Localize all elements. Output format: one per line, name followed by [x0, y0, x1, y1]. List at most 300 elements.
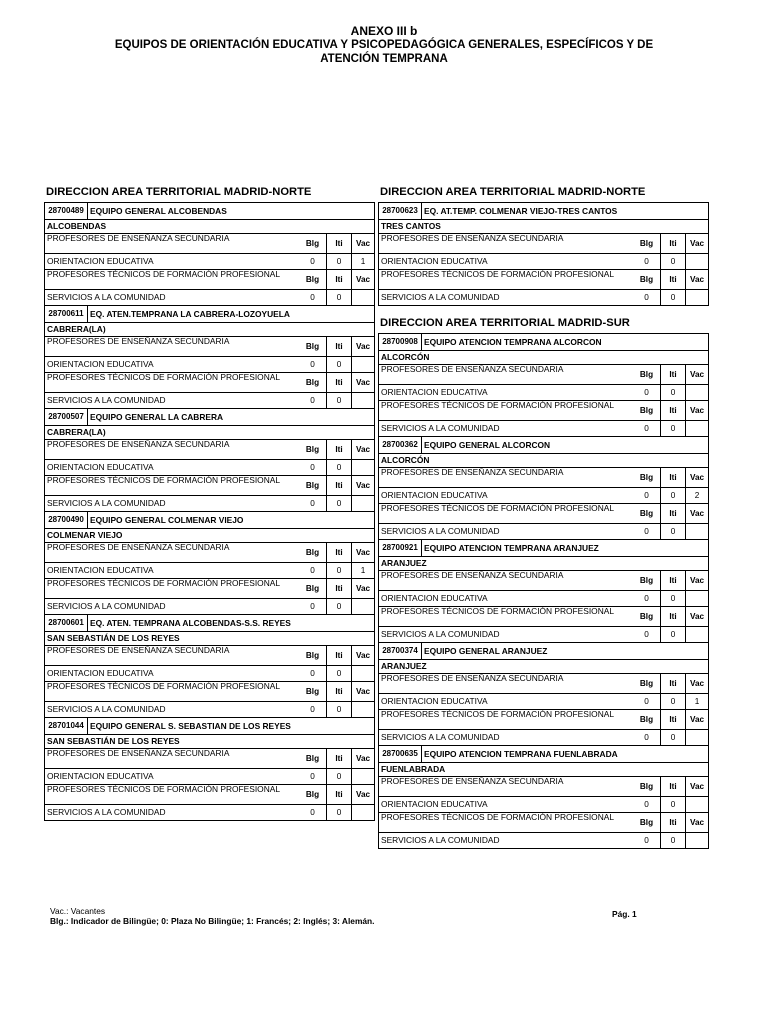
team-block [378, 643, 709, 746]
vac-header: Vac [351, 579, 374, 598]
blg-header: Blg [305, 481, 320, 490]
iti-value: 0 [660, 290, 685, 305]
item-label: SERVICIOS A LA COMUNIDAD [381, 292, 500, 302]
category-row [45, 372, 374, 392]
legend-bilingue: Blg.: Indicador de Bilingüe; 0: Plaza No Bilingüe; 1: Francés; 2: Inglés; 3: Alemán. [50, 916, 375, 926]
item-label: SERVICIOS A LA COMUNIDAD [381, 732, 500, 742]
category-label: PROFESORES DE ENSEÑANZA SECUNDARIA [381, 570, 564, 580]
item-row [379, 487, 708, 503]
blg-header: Blg [305, 754, 320, 763]
vac-header: Vac [351, 440, 374, 459]
team-name: EQUIPO GENERAL ALCOBENDAS [90, 206, 227, 216]
vac-value: 1 [351, 254, 374, 269]
vac-header: Vac [351, 270, 374, 289]
category-row [379, 269, 708, 289]
blg-header: Blg [639, 679, 654, 688]
item-row [45, 459, 374, 475]
vac-value [685, 290, 708, 305]
team-header [379, 437, 708, 453]
team-location: ARANJUEZ [379, 556, 708, 570]
item-row [379, 626, 708, 642]
category-label: PROFESORES DE ENSEÑANZA SECUNDARIA [381, 233, 564, 243]
team-header [379, 203, 708, 219]
team-header [379, 746, 708, 762]
iti-header: Iti [660, 365, 685, 384]
category-row [45, 542, 374, 562]
page-number: Pág. 1 [612, 909, 637, 919]
item-label: SERVICIOS A LA COMUNIDAD [47, 704, 166, 714]
vac-header: Vac [685, 607, 708, 626]
team-block [44, 306, 375, 409]
item-label: ORIENTACION EDUCATIVA [47, 668, 154, 678]
category-row [45, 784, 374, 804]
iti-value: 0 [660, 254, 685, 269]
category-label: PROFESORES DE ENSEÑANZA SECUNDARIA [47, 748, 230, 758]
item-label: ORIENTACION EDUCATIVA [47, 462, 154, 472]
blg-value: 0 [644, 388, 649, 397]
blg-value: 0 [310, 293, 315, 302]
item-row [45, 495, 374, 511]
item-row [45, 356, 374, 372]
team-location: ALCORCÓN [379, 453, 708, 467]
category-label: PROFESORES TÉCNICOS DE FORMACIÓN PROFESIONAL [381, 709, 614, 719]
iti-header: Iti [660, 468, 685, 487]
team-name: EQUIPO ATENCION TEMPRANA ARANJUEZ [424, 543, 599, 553]
iti-value: 0 [326, 254, 351, 269]
vac-header: Vac [351, 682, 374, 701]
vac-header: Vac [351, 337, 374, 356]
blg-header: Blg [639, 473, 654, 482]
team-location: CABRERA(LA) [45, 425, 374, 439]
category-row [45, 748, 374, 768]
team-block [44, 409, 375, 512]
iti-value: 0 [326, 599, 351, 614]
item-row [379, 384, 708, 400]
area-title: DIRECCION AREA TERRITORIAL MADRID-NORTE [46, 186, 312, 198]
team-code: 28700362 [379, 437, 422, 453]
blg-value: 0 [310, 499, 315, 508]
blg-header: Blg [639, 239, 654, 248]
iti-value: 0 [326, 290, 351, 305]
blg-value: 0 [310, 463, 315, 472]
category-row [379, 673, 708, 693]
iti-header: Iti [326, 476, 351, 495]
blg-header: Blg [639, 370, 654, 379]
iti-value: 0 [660, 797, 685, 812]
team-block [44, 615, 375, 718]
vac-header: Vac [685, 571, 708, 590]
category-label: PROFESORES TÉCNICOS DE FORMACIÓN PROFESIONAL [47, 269, 280, 279]
iti-value: 0 [326, 769, 351, 784]
vac-header: Vac [351, 543, 374, 562]
vac-header: Vac [351, 785, 374, 804]
category-row [379, 812, 708, 832]
team-header [45, 512, 374, 528]
vac-value [351, 290, 374, 305]
vac-value [351, 357, 374, 372]
item-row [379, 523, 708, 539]
vac-value [351, 702, 374, 717]
blg-header: Blg [639, 818, 654, 827]
team-header [45, 409, 374, 425]
category-label: PROFESORES DE ENSEÑANZA SECUNDARIA [47, 439, 230, 449]
iti-header: Iti [326, 749, 351, 768]
team-header [379, 643, 708, 659]
iti-value: 0 [660, 591, 685, 606]
category-label: PROFESORES TÉCNICOS DE FORMACIÓN PROFESIONAL [381, 812, 614, 822]
iti-value: 0 [326, 666, 351, 681]
iti-value: 0 [660, 524, 685, 539]
team-code: 28700908 [379, 334, 422, 350]
vac-value [685, 385, 708, 400]
blg-header: Blg [305, 651, 320, 660]
iti-header: Iti [326, 373, 351, 392]
team-block [378, 437, 709, 540]
iti-value: 0 [326, 563, 351, 578]
document-header [0, 24, 768, 66]
category-row [45, 681, 374, 701]
item-row [379, 590, 708, 606]
team-header [45, 306, 374, 322]
blg-header: Blg [305, 445, 320, 454]
item-row [379, 832, 708, 848]
category-row [379, 570, 708, 590]
area-title: DIRECCION AREA TERRITORIAL MADRID-NORTE [380, 186, 646, 198]
blg-value: 0 [310, 669, 315, 678]
iti-header: Iti [326, 337, 351, 356]
team-block [378, 540, 709, 643]
vac-value [351, 769, 374, 784]
blg-value: 0 [644, 836, 649, 845]
blg-header: Blg [305, 239, 320, 248]
iti-value: 0 [660, 730, 685, 745]
vac-header: Vac [685, 504, 708, 523]
iti-header: Iti [326, 234, 351, 253]
vac-value [685, 797, 708, 812]
item-row [45, 289, 374, 305]
item-label: SERVICIOS A LA COMUNIDAD [381, 423, 500, 433]
team-location: CABRERA(LA) [45, 322, 374, 336]
category-row [379, 400, 708, 420]
vac-header: Vac [685, 468, 708, 487]
item-row [379, 420, 708, 436]
item-label: ORIENTACION EDUCATIVA [381, 593, 488, 603]
vac-header: Vac [351, 234, 374, 253]
item-label: ORIENTACION EDUCATIVA [381, 799, 488, 809]
left-column [44, 185, 375, 821]
team-code: 28700601 [45, 615, 88, 631]
blg-value: 0 [310, 566, 315, 575]
team-header [379, 540, 708, 556]
item-row [379, 729, 708, 745]
iti-header: Iti [326, 579, 351, 598]
iti-value: 0 [326, 357, 351, 372]
team-block [378, 333, 709, 437]
vac-header: Vac [351, 373, 374, 392]
item-label: ORIENTACION EDUCATIVA [381, 387, 488, 397]
blg-value: 0 [644, 733, 649, 742]
vac-value [351, 460, 374, 475]
item-row [45, 665, 374, 681]
item-label: SERVICIOS A LA COMUNIDAD [381, 629, 500, 639]
blg-value: 0 [310, 257, 315, 266]
team-code: 28700507 [45, 409, 88, 425]
iti-value: 0 [326, 460, 351, 475]
vac-value [685, 524, 708, 539]
team-name: EQUIPO GENERAL ARANJUEZ [424, 646, 548, 656]
team-code: 28700623 [379, 203, 422, 219]
team-code: 28700374 [379, 643, 422, 659]
item-label: ORIENTACION EDUCATIVA [47, 565, 154, 575]
category-row [45, 645, 374, 665]
vac-header: Vac [685, 401, 708, 420]
item-label: SERVICIOS A LA COMUNIDAD [381, 526, 500, 536]
category-row [379, 467, 708, 487]
vac-value [351, 599, 374, 614]
vac-value [351, 393, 374, 408]
category-label: PROFESORES DE ENSEÑANZA SECUNDARIA [47, 542, 230, 552]
blg-header: Blg [305, 548, 320, 557]
blg-header: Blg [305, 275, 320, 284]
iti-value: 0 [660, 488, 685, 503]
blg-value: 0 [644, 293, 649, 302]
team-name: EQ. ATEN.TEMPRANA LA CABRERA-LOZOYUELA [90, 309, 290, 319]
item-label: SERVICIOS A LA COMUNIDAD [47, 395, 166, 405]
team-location: COLMENAR VIEJO [45, 528, 374, 542]
team-location: ALCORCÓN [379, 350, 708, 364]
legend-vacantes: Vac.: Vacantes [50, 906, 106, 916]
category-label: PROFESORES TÉCNICOS DE FORMACIÓN PROFESIONAL [47, 578, 280, 588]
iti-header: Iti [660, 710, 685, 729]
iti-header: Iti [660, 234, 685, 253]
blg-header: Blg [639, 509, 654, 518]
blg-header: Blg [639, 782, 654, 791]
team-location: SAN SEBASTIÁN DE LOS REYES [45, 631, 374, 645]
blg-header: Blg [305, 790, 320, 799]
vac-header: Vac [685, 270, 708, 289]
iti-value: 0 [660, 385, 685, 400]
iti-value: 0 [326, 702, 351, 717]
team-header [45, 615, 374, 631]
vac-value [351, 805, 374, 820]
category-label: PROFESORES TÉCNICOS DE FORMACIÓN PROFESIONAL [47, 681, 280, 691]
iti-header: Iti [660, 607, 685, 626]
blg-value: 0 [644, 257, 649, 266]
vac-header: Vac [351, 646, 374, 665]
category-label: PROFESORES DE ENSEÑANZA SECUNDARIA [381, 467, 564, 477]
vac-header: Vac [685, 710, 708, 729]
team-location: ARANJUEZ [379, 659, 708, 673]
team-header [45, 718, 374, 734]
iti-header: Iti [660, 504, 685, 523]
item-row [45, 768, 374, 784]
vac-header: Vac [685, 234, 708, 253]
item-row [45, 253, 374, 269]
category-label: PROFESORES DE ENSEÑANZA SECUNDARIA [381, 776, 564, 786]
vac-header: Vac [685, 777, 708, 796]
category-label: PROFESORES DE ENSEÑANZA SECUNDARIA [381, 364, 564, 374]
blg-value: 0 [644, 697, 649, 706]
item-row [45, 562, 374, 578]
item-label: ORIENTACION EDUCATIVA [47, 359, 154, 369]
iti-header: Iti [660, 270, 685, 289]
iti-value: 0 [660, 833, 685, 848]
iti-header: Iti [660, 674, 685, 693]
team-block [44, 202, 375, 306]
document-title-line-2: ATENCIÓN TEMPRANA [320, 53, 448, 65]
team-name: EQUIPO GENERAL LA CABRERA [90, 412, 224, 422]
area-title: DIRECCION AREA TERRITORIAL MADRID-SUR [380, 317, 630, 329]
blg-header: Blg [639, 406, 654, 415]
team-location: SAN SEBASTIÁN DE LOS REYES [45, 734, 374, 748]
blg-value: 0 [644, 491, 649, 500]
item-label: ORIENTACION EDUCATIVA [47, 256, 154, 266]
team-code: 28700611 [45, 306, 88, 322]
vac-value: 1 [351, 563, 374, 578]
blg-value: 0 [310, 360, 315, 369]
team-name: EQUIPO ATENCION TEMPRANA ALCORCON [424, 337, 602, 347]
item-row [45, 392, 374, 408]
category-row [379, 364, 708, 384]
vac-header: Vac [685, 365, 708, 384]
team-code: 28700921 [379, 540, 422, 556]
team-location: TRES CANTOS [379, 219, 708, 233]
vac-value [685, 627, 708, 642]
iti-value: 0 [660, 627, 685, 642]
iti-value: 0 [660, 694, 685, 709]
item-row [379, 289, 708, 305]
category-label: PROFESORES DE ENSEÑANZA SECUNDARIA [381, 673, 564, 683]
blg-value: 0 [644, 424, 649, 433]
team-name: EQ. ATEN. TEMPRANA ALCOBENDAS-S.S. REYES [90, 618, 291, 628]
category-label: PROFESORES DE ENSEÑANZA SECUNDARIA [47, 645, 230, 655]
iti-header: Iti [326, 440, 351, 459]
item-label: SERVICIOS A LA COMUNIDAD [381, 835, 500, 845]
blg-value: 0 [644, 594, 649, 603]
iti-value: 0 [660, 421, 685, 436]
iti-header: Iti [326, 682, 351, 701]
vac-value [685, 421, 708, 436]
item-label: ORIENTACION EDUCATIVA [381, 696, 488, 706]
category-row [379, 776, 708, 796]
iti-header: Iti [326, 646, 351, 665]
iti-header: Iti [660, 813, 685, 832]
right-column [378, 185, 709, 849]
iti-value: 0 [326, 805, 351, 820]
category-row [45, 439, 374, 459]
vac-header: Vac [351, 476, 374, 495]
category-label: PROFESORES TÉCNICOS DE FORMACIÓN PROFESIONAL [381, 269, 614, 279]
document-title-line-1: EQUIPOS DE ORIENTACIÓN EDUCATIVA Y PSICOPEDAGÓGICA GENERALES, ESPECÍFICOS Y DE [114, 39, 654, 51]
blg-header: Blg [639, 612, 654, 621]
blg-header: Blg [639, 275, 654, 284]
iti-value: 0 [326, 393, 351, 408]
blg-value: 0 [310, 808, 315, 817]
category-label: PROFESORES TÉCNICOS DE FORMACIÓN PROFESIONAL [381, 400, 614, 410]
vac-value [685, 591, 708, 606]
team-code: 28701044 [45, 718, 88, 734]
blg-value: 0 [310, 705, 315, 714]
team-block [44, 718, 375, 821]
blg-header: Blg [639, 576, 654, 585]
vac-header: Vac [685, 674, 708, 693]
vac-header: Vac [351, 749, 374, 768]
iti-header: Iti [660, 777, 685, 796]
blg-value: 0 [644, 800, 649, 809]
blg-value: 0 [310, 602, 315, 611]
team-name: EQUIPO ATENCION TEMPRANA FUENLABRADA [424, 749, 618, 759]
blg-value: 0 [310, 396, 315, 405]
item-row [379, 253, 708, 269]
item-row [379, 693, 708, 709]
category-label: PROFESORES DE ENSEÑANZA SECUNDARIA [47, 336, 230, 346]
category-row [45, 336, 374, 356]
blg-value: 0 [644, 630, 649, 639]
category-label: PROFESORES TÉCNICOS DE FORMACIÓN PROFESIONAL [47, 784, 280, 794]
team-name: EQUIPO GENERAL ALCORCON [424, 440, 551, 450]
vac-value [685, 730, 708, 745]
vac-value [685, 833, 708, 848]
iti-header: Iti [660, 571, 685, 590]
item-label: SERVICIOS A LA COMUNIDAD [47, 807, 166, 817]
team-location: FUENLABRADA [379, 762, 708, 776]
team-block [378, 202, 709, 306]
item-label: SERVICIOS A LA COMUNIDAD [47, 292, 166, 302]
blg-header: Blg [305, 687, 320, 696]
iti-header: Iti [326, 270, 351, 289]
item-row [45, 804, 374, 820]
team-name: EQ. AT.TEMP. COLMENAR VIEJO-TRES CANTOS [424, 206, 618, 216]
team-block [44, 512, 375, 615]
category-row [379, 606, 708, 626]
team-code: 28700490 [45, 512, 88, 528]
vac-value [685, 254, 708, 269]
iti-header: Iti [326, 543, 351, 562]
team-header [45, 203, 374, 219]
vac-value: 2 [685, 488, 708, 503]
team-header [379, 334, 708, 350]
team-name: EQUIPO GENERAL S. SEBASTIAN DE LOS REYES [90, 721, 291, 731]
blg-value: 0 [310, 772, 315, 781]
category-row [45, 578, 374, 598]
category-row [45, 475, 374, 495]
team-location: ALCOBENDAS [45, 219, 374, 233]
category-row [379, 709, 708, 729]
annex-title: ANEXO III b [350, 24, 418, 38]
category-label: PROFESORES TÉCNICOS DE FORMACIÓN PROFESIONAL [381, 503, 614, 513]
team-code: 28700489 [45, 203, 88, 219]
team-code: 28700635 [379, 746, 422, 762]
vac-value [351, 666, 374, 681]
item-label: SERVICIOS A LA COMUNIDAD [47, 498, 166, 508]
item-label: ORIENTACION EDUCATIVA [381, 490, 488, 500]
team-block [378, 746, 709, 849]
category-label: PROFESORES TÉCNICOS DE FORMACIÓN PROFESIONAL [47, 475, 280, 485]
vac-value: 1 [685, 694, 708, 709]
item-row [45, 598, 374, 614]
category-label: PROFESORES DE ENSEÑANZA SECUNDARIA [47, 233, 230, 243]
blg-header: Blg [639, 715, 654, 724]
vac-value [351, 496, 374, 511]
iti-header: Iti [326, 785, 351, 804]
category-label: PROFESORES TÉCNICOS DE FORMACIÓN PROFESIONAL [47, 372, 280, 382]
team-name: EQUIPO GENERAL COLMENAR VIEJO [90, 515, 244, 525]
category-row [45, 233, 374, 253]
blg-value: 0 [644, 527, 649, 536]
category-row [379, 233, 708, 253]
category-label: PROFESORES TÉCNICOS DE FORMACIÓN PROFESIONAL [381, 606, 614, 616]
blg-header: Blg [305, 584, 320, 593]
